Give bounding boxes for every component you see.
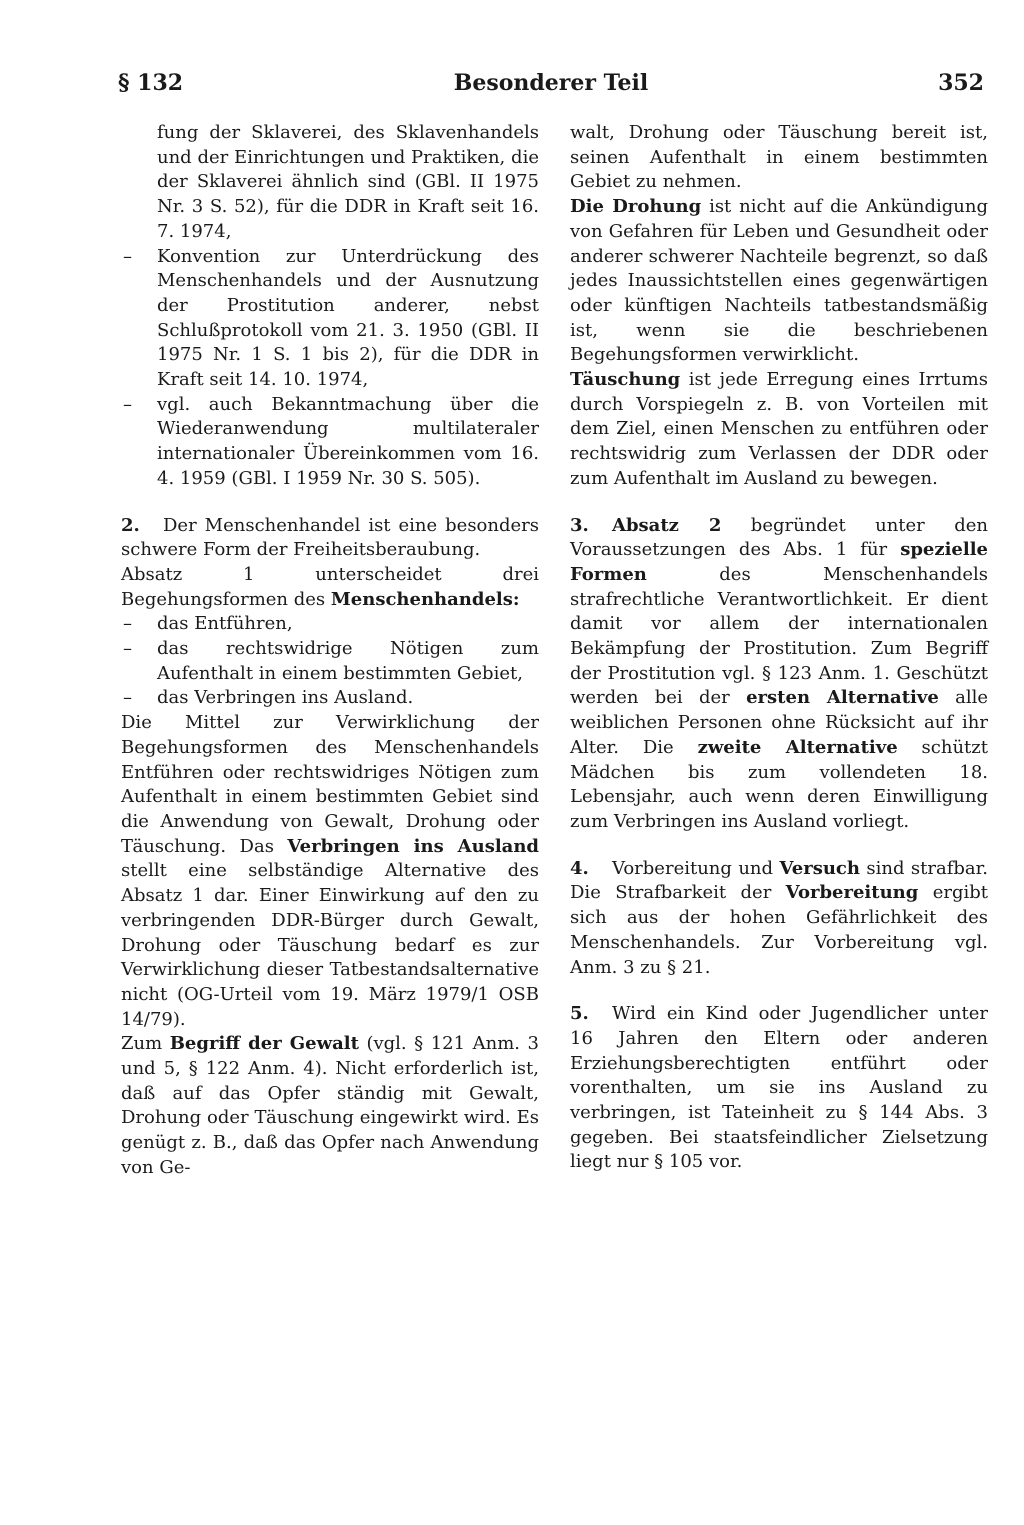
list-item-announcement bbox=[121, 393, 539, 492]
right-column bbox=[570, 121, 988, 1175]
page-number: 352 bbox=[938, 70, 984, 96]
bold-term: Verbringen ins Ausland bbox=[287, 835, 539, 857]
page-header bbox=[118, 62, 984, 102]
deception-definition: Täuschung ist jede Erregung eines Irrtums durch Vorspiegeln z. B. von Vorteilen mit dem Ziel, einen Menschen zu entführen oder rechtswidrig zum Verlassen der DDR oder zum Aufenthalt im Ausland zu bewegen. bbox=[570, 369, 988, 489]
continued-list-item: fung der Sklaverei, des Sklavenhandels und der Einrichtungen und Praktiken, die der Sklaverei ähnlich sind (GBl. II 1975 Nr. 3 S. 52), für die DDR in Kraft seit 16. 7. 1974, bbox=[157, 122, 539, 242]
form-item-2: – das rechtswidrige Nötigen zum Aufenthalt in einem bestimmten Gebiet, bbox=[123, 638, 539, 684]
paragraph-text: Der Menschenhandel ist eine besonders schwere Form der Freiheitsberaubung. bbox=[121, 514, 539, 561]
paragraph-5: 5. Wird ein Kind oder Jugendlicher unter 16 Jahren den Eltern oder anderen Erziehungsberechtigten entführt oder vorenthalten, um sie ins Ausland zu verbringen, ist Tateinheit zu § 144 Abs. 3 gegeben. Bei staatsfeindlicher Zielsetzung liegt nur § 105 vor. bbox=[570, 1003, 988, 1173]
continued-paragraph: walt, Drohung oder Täuschung bereit ist, seinen Aufenthalt in einem bestimmten Gebiet zu nehmen. bbox=[570, 122, 988, 193]
list-item-convention bbox=[121, 245, 539, 393]
paragraph-2 bbox=[121, 514, 539, 563]
left-column bbox=[121, 121, 539, 1181]
bold-term: Begriff der Gewalt bbox=[169, 1033, 359, 1055]
paragraph-2-forms-intro: Absatz 1 unterscheidet drei Begehungsformen des Menschenhandels: bbox=[121, 563, 539, 610]
threat-definition: Die Drohung ist nicht auf die Ankündigung von Gefahren für Leben und Gesundheit oder anderer schwerer Nachteile begrenzt, so daß jedes Inaussichtstellen eines gegenwärtigen oder künftigen Nachteils tatbestandsmäßig ist, wenn sie die beschriebenen Begehungsformen verwirklicht. bbox=[570, 196, 988, 366]
paragraph-number: 4. bbox=[570, 857, 589, 879]
dash-bullet: – bbox=[123, 393, 132, 415]
running-title: Besonderer Teil bbox=[453, 70, 649, 96]
paragraph-number: 5. bbox=[570, 1003, 589, 1025]
dash-bullet: – bbox=[123, 245, 132, 267]
paragraph-2-means: Die Mittel zur Verwirklichung der Begehungsformen des Menschenhandels Entführen oder rechtswidriges Nötigen zum Aufenthalt in einem bestimmten Gebiet sind die Anwendung von Gewalt, Drohung oder Täuschung. Das Verbringen ins Ausland stellt eine selbständige Alternative des Absatz 1 dar. Einer Einwirkung auf den zu verbringenden DDR-Bürger durch Gewalt, Drohung oder Täuschung bedarf es zur Verwirklichung dieser Tatbestandsalternative nicht (OG-Urteil vom 19. März 1979/1 OSB 14/79). bbox=[121, 712, 539, 1030]
section-reference: § 132 bbox=[118, 70, 184, 96]
paragraph-number: 2. bbox=[121, 514, 140, 536]
dash-bullet: – bbox=[123, 638, 132, 660]
list-item-text: vgl. auch Bekanntmachung über die Wiederanwendung multilateraler internationaler Übereinkommen vom 16. 4. 1959 (GBl. I 1959 Nr. 30 S. 505). bbox=[157, 393, 539, 489]
list-item-text: Konvention zur Unterdrückung des Menschenhandels und der Ausnutzung der Prostitution anderer, nebst Schlußprotokoll vom 21. 3. 1950 (GBl. II 1975 Nr. 1 S. 1 bis 2), für die DDR in Kraft seit 14. 10. 1974, bbox=[157, 245, 539, 391]
paragraph-number: 3. bbox=[570, 514, 589, 536]
bold-term: Menschenhandels: bbox=[330, 588, 520, 610]
form-item-1: – das Entführen, bbox=[121, 612, 539, 637]
paragraph-4: 4. Vorbereitung und Versuch sind strafbar. Die Strafbarkeit der Vorbereitung ergibt sich aus der hohen Gefährlichkeit des Menschenhandels. Zur Vorbereitung vgl. Anm. 3 zu § 21. bbox=[570, 857, 989, 978]
paragraph-2-violence: Zum Begriff der Gewalt (vgl. § 121 Anm. 3 und 5, § 122 Anm. 4). Nicht erforderlich ist, daß auf das Opfer ständig mit Gewalt, Drohung oder Täuschung eingewirkt wird. Es genügt z. B., daß das Opfer nach Anwendung von Ge- bbox=[121, 1033, 539, 1178]
paragraph-3: 3. Absatz 2 begründet unter den Voraussetzungen des Abs. 1 für spezielle Formen des Menschenhandels strafrechtliche Verantwortlichkeit. Er dient damit vor allem der internationalen Bekämpfung der Prostitution. Zum Begriff der Prostitution vgl. § 123 Anm. 1. Geschützt werden bei der ersten Alternative alle weiblichen Personen ohne Rücksicht auf ihr Alter. Die zweite Alternative schützt Mädchen bis zum vollendeten 18. Lebensjahr, auch wenn deren Einwilligung zum Verbringen ins Ausland vorliegt. bbox=[570, 514, 989, 832]
bold-term: Täuschung bbox=[570, 369, 681, 391]
dash-bullet: – bbox=[123, 613, 132, 635]
bold-term: Die Drohung bbox=[570, 196, 702, 218]
dash-bullet: – bbox=[123, 687, 132, 709]
form-item-3: – das Verbringen ins Ausland. bbox=[121, 686, 539, 711]
